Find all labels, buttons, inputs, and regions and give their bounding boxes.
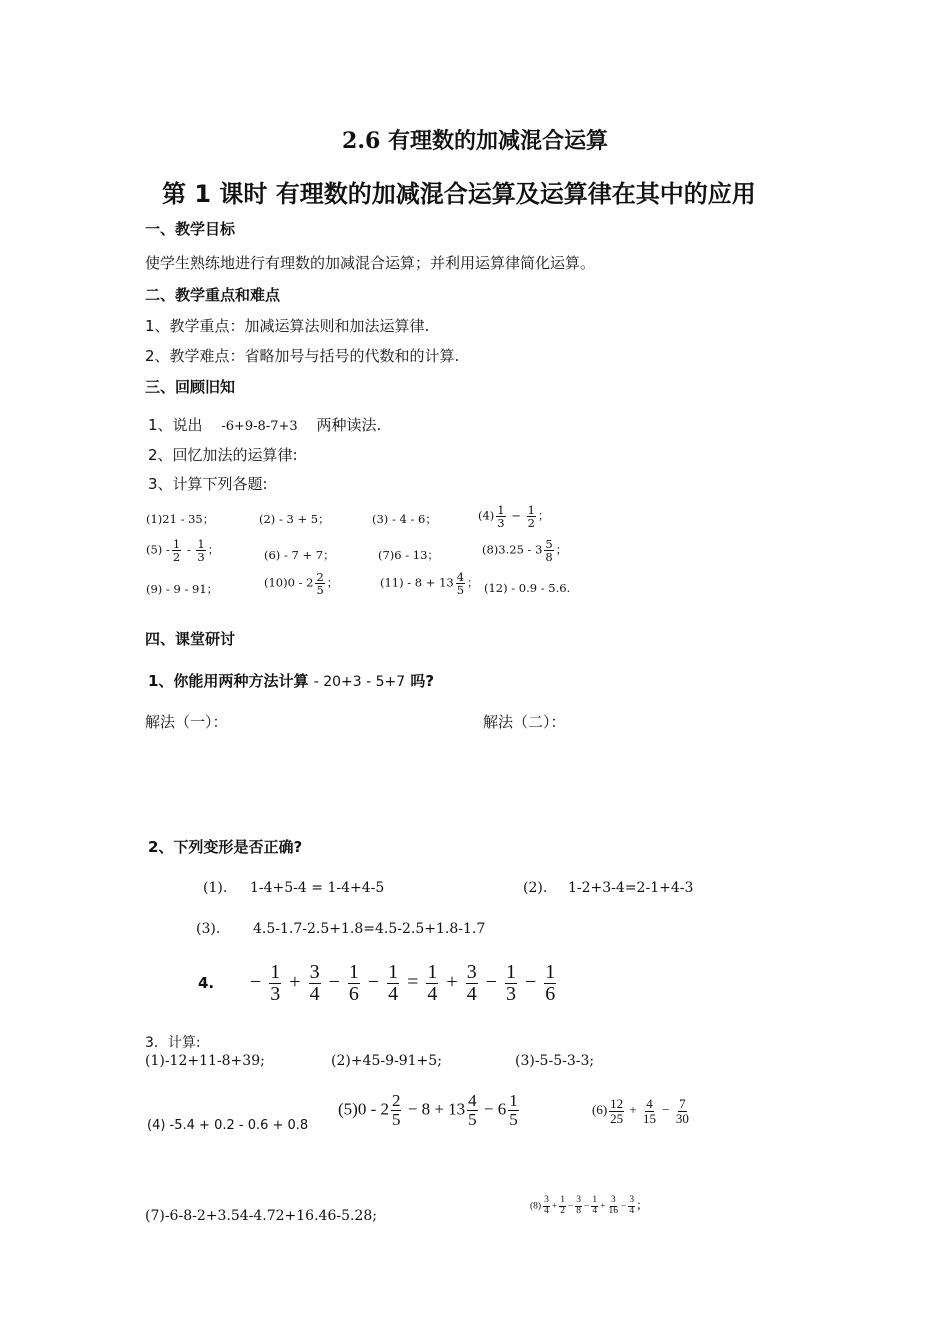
compute-exercise-6-label: (6) xyxy=(592,1102,608,1118)
compute-heading: 3．计算: xyxy=(145,1035,201,1051)
review-exercise-4: (4) $\frac{1}{3}$ − $\frac{1}{2}$ ； xyxy=(478,503,550,531)
review-q1-expression: -6+9-8-7+3 xyxy=(221,419,298,434)
review-exercise-11-label: (11) - 8 + 13 xyxy=(380,575,454,590)
review-exercise-2: (2) - 3 + 5； xyxy=(259,512,330,526)
review-question-1 xyxy=(148,414,381,435)
compute-exercise-8: (8) $\frac{3}{4}$ + $\frac{1}{2}$ − $\frac{3}{8}$ − $\frac{1}{4}$ + $\frac{3}{16}$ − $\frac{3}{4}$ ; xyxy=(530,1195,641,1216)
review-exercise-12: (12) - 0.9 - 5.6. xyxy=(484,581,571,595)
transform-2: 1-2+3-4=2-1+4-3 xyxy=(568,880,694,896)
section-heading-goals: 一、教学目标 xyxy=(145,220,236,238)
discussion-question-2: 2、下列变形是否正确? xyxy=(148,838,303,856)
compute-exercise-3: (3)-5-5-3-3; xyxy=(515,1053,595,1069)
review-exercise-11: (11) - 8 + 13 $\frac{4}{5}$ ； xyxy=(380,570,479,598)
review-exercise-8: (8)3.25 - 3 $\frac{5}{8}$ ； xyxy=(482,537,568,565)
review-question-2: 2、回忆加法的运算律: xyxy=(148,446,298,464)
discussion-q1-suffix: 吗? xyxy=(410,672,435,690)
difficulty-item: 2、教学难点：省略加号与括号的代数和的计算. xyxy=(145,347,460,365)
transform-1-label: (1). xyxy=(203,880,228,896)
discussion-question-1 xyxy=(148,670,434,691)
review-exercise-5: (5) - $\frac{1}{2}$ - $\frac{1}{3}$ ； xyxy=(146,537,220,565)
section-heading-review: 三、回顾旧知 xyxy=(145,378,236,396)
review-exercise-10: (10)0 - 2 $\frac{2}{5}$ ； xyxy=(264,570,339,598)
compute-exercise-2: (2)+45-9-91+5; xyxy=(331,1053,442,1069)
discussion-q1-prefix: 1、你能用两种方法计算 xyxy=(148,672,309,690)
compute-exercise-4: (4) -5.4 + 0.2 - 0.6 + 0.8 xyxy=(147,1118,309,1133)
review-exercise-9: (9) - 9 - 91； xyxy=(146,582,219,596)
review-q1-prefix: 1、说出 xyxy=(148,416,203,434)
transform-1: 1-4+5-4 = 1-4+4-5 xyxy=(250,880,385,896)
compute-exercise-5: (5)0 - 2 $\frac{2}{5}$ − 8 + 13 $\frac{4}{5}$ − 6 $\frac{1}{5}$ xyxy=(338,1091,518,1129)
transform-4-equation: − $\frac{1}{3}$ + $\frac{3}{4}$ − $\frac{1}{6}$ − $\frac{1}{4}$ = $\frac{1}{4}$ + $\frac{3}{4}$ − $\frac{1}{3}$ − $\frac{1}{6}$ xyxy=(250,961,556,1005)
review-exercise-1: (1)21 - 35； xyxy=(146,512,215,526)
method-one-label: 解法（一）： xyxy=(145,713,228,731)
review-exercise-5-label: (5) - xyxy=(146,542,170,557)
transform-4-label: 4. xyxy=(198,974,215,992)
section-heading-discussion: 四、课堂研讨 xyxy=(145,630,236,648)
section-heading-key-points: 二、教学重点和难点 xyxy=(145,286,281,304)
review-q1-suffix: 两种读法. xyxy=(316,416,382,434)
review-exercise-7: (7)6 - 13； xyxy=(378,548,439,562)
key-point-item: 1、教学重点：加减运算法则和加法运算律. xyxy=(145,317,430,335)
compute-exercise-1: (1)-12+11-8+39; xyxy=(145,1053,265,1069)
transform-3: 4.5-1.7-2.5+1.8=4.5-2.5+1.8-1.7 xyxy=(253,921,486,937)
discussion-q1-expression: - 20+3 - 5+7 xyxy=(313,674,406,690)
review-exercise-3: (3) - 4 - 6； xyxy=(372,512,437,526)
lesson-subtitle: 第 1 课时 有理数的加减混合运算及运算律在其中的应用 xyxy=(162,180,756,208)
transform-2-label: (2). xyxy=(523,880,548,896)
review-question-3: 3、计算下列各题: xyxy=(148,475,268,493)
compute-exercise-7: (7)-6-8-2+3.54-4.72+16.46-5.28; xyxy=(145,1208,377,1224)
review-exercise-8-label: (8)3.25 - 3 xyxy=(482,542,543,557)
review-exercise-4-label: (4) xyxy=(478,508,495,523)
review-exercise-6: (6) - 7 + 7； xyxy=(264,548,335,562)
method-two-label: 解法（二）： xyxy=(483,713,566,731)
compute-exercise-8-label: (8) xyxy=(530,1201,542,1212)
compute-exercise-6: (6) $\frac{12}{25}$ + $\frac{4}{15}$ − $\frac{7}{30}$ xyxy=(592,1096,689,1126)
review-exercise-10-label: (10)0 - 2 xyxy=(264,575,314,590)
compute-exercise-5-label: (5)0 - 2 xyxy=(338,1099,389,1119)
transform-3-label: (3). xyxy=(196,921,221,937)
goals-text: 使学生熟练地进行有理数的加减混合运算；并利用运算律简化运算。 xyxy=(145,254,596,272)
page-title: 2.6 有理数的加减混合运算 xyxy=(342,128,608,154)
